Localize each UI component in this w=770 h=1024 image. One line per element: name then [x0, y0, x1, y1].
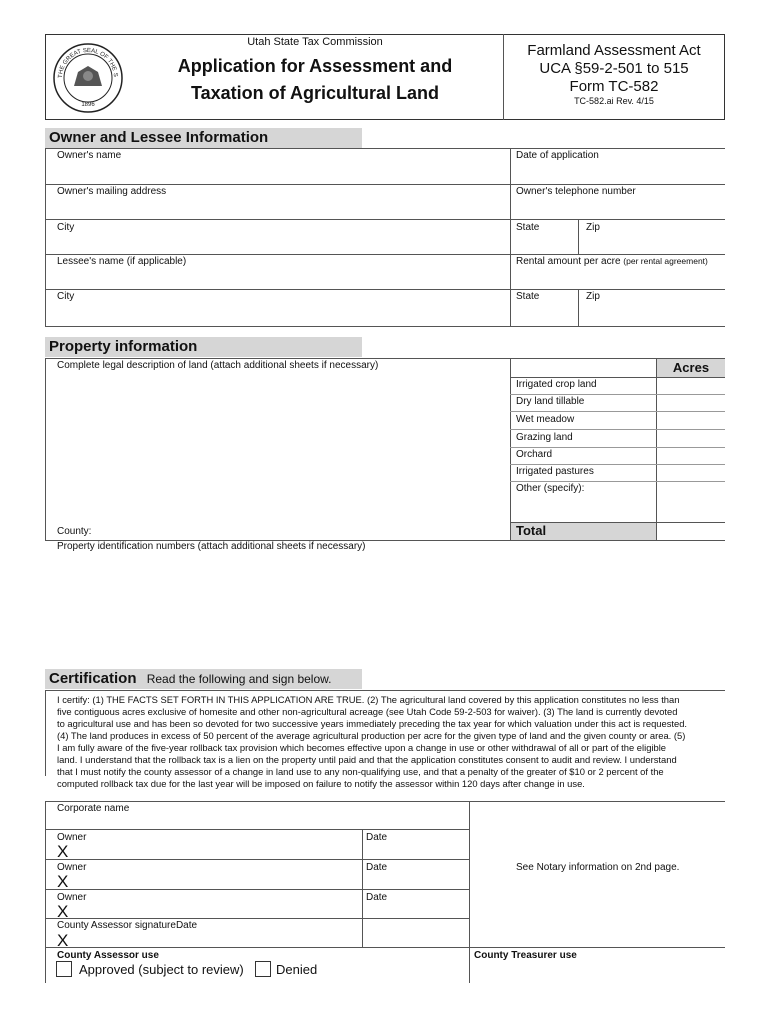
rental-note: (per rental agreement) [623, 256, 708, 266]
total-label: Total [516, 523, 547, 538]
seal-icon [52, 42, 124, 114]
acres-header-label: Acres [672, 360, 710, 375]
act-name: Farmland Assessment Act [527, 42, 701, 59]
land-type-label: Irrigated crop land [516, 379, 597, 390]
form-revision: TC-582.ai Rev. 4/15 [574, 96, 654, 106]
acres-input[interactable] [657, 431, 725, 447]
certification-line: I certify: (1) THE FACTS SET FORTH IN THIS APPLICATION ARE TRUE. (2) The agricultural land covered by this application constitutes no less than [57, 694, 680, 705]
owner-2-signature-x[interactable]: X [57, 872, 69, 891]
lessee-state-field[interactable]: State [516, 291, 540, 302]
rental-amount-label: Rental amount per acre [516, 256, 621, 267]
certification-line: I am fully aware of the five-year rollback tax provision which becomes effective upon a change in use or other withdrawal of all or part of the eligible [57, 742, 666, 753]
certification-title: Certification [49, 670, 137, 687]
seal-year: 1896 [81, 102, 95, 108]
certification-text [57, 694, 721, 790]
acres-input[interactable] [657, 378, 725, 394]
owner-1-date-field[interactable]: Date [366, 832, 388, 843]
property-section-heading: Property information [45, 337, 362, 357]
owner-2-date-field[interactable]: Date [366, 862, 388, 873]
land-type-label: Dry land tillable [516, 396, 585, 407]
corporate-name-field[interactable]: Corporate name [57, 803, 130, 814]
treasurer-use-label: County Treasurer use [474, 950, 577, 961]
lessee-zip-field[interactable]: Zip [586, 291, 600, 302]
act-code: UCA §59-2-501 to 515 [539, 60, 689, 77]
lessee-city-field[interactable]: City [57, 291, 75, 302]
certification-line: (4) The land produces in excess of 50 percent of the average agricultural production per acre for the given type of land and the given county or area. (5) [57, 730, 686, 741]
owner-3-date-field[interactable]: Date [366, 892, 388, 903]
acres-input[interactable] [657, 482, 725, 498]
owner-3-signature-x[interactable]: X [57, 902, 69, 921]
lessee-name-field[interactable]: Lessee's name (if applicable) [57, 256, 187, 267]
land-type-label: Orchard [516, 449, 553, 460]
telephone-field[interactable]: Owner's telephone number [516, 186, 636, 197]
seal-text: THE GREAT SEAL OF THE S [57, 47, 119, 79]
owner-2-label: Owner [57, 862, 87, 873]
state-field[interactable]: State [516, 222, 540, 233]
acres-input[interactable] [657, 413, 725, 429]
land-type-label: Irrigated pastures [516, 466, 594, 477]
acres-input[interactable] [657, 395, 725, 411]
acres-input[interactable] [657, 448, 725, 464]
certification-line: five contiguous acres exclusive of homesite and other non-agricultural acreage (see Utah Code 59-2-503 for waiver). (3) The land is currently devoted [57, 706, 678, 717]
assessor-signature-label: County Assessor signatureDate [57, 920, 198, 931]
certification-line: that I must notify the county assessor of a change in land use to any non-qualifying use, and that a penalty of the greater of $10 or 2 percent of the [57, 766, 664, 777]
mailing-address-field[interactable]: Owner's mailing address [57, 186, 167, 197]
owners-name-field[interactable]: Owner's name [57, 150, 122, 161]
land-type-label: Wet meadow [516, 414, 575, 425]
approved-label: Approved (subject to review) [79, 962, 244, 977]
acres-input[interactable] [657, 465, 725, 481]
agency-name: Utah State Tax Commission [247, 36, 383, 48]
owner-1-label: Owner [57, 832, 87, 843]
form-title-line1: Application for Assessment and [177, 56, 453, 76]
rental-amount-field[interactable] [516, 256, 708, 267]
land-type-label: Other (specify): [516, 483, 585, 494]
state-seal [52, 42, 124, 114]
zip-field[interactable]: Zip [586, 222, 600, 233]
denied-checkbox[interactable] [255, 961, 271, 977]
certification-line: to agricultural use and has been so devoted for two successive years immediately preceding the tax year for which valuation under this act is requested. [57, 718, 688, 729]
notary-note: See Notary information on 2nd page. [516, 862, 680, 873]
form-title-line2: Taxation of Agricultural Land [190, 83, 439, 103]
date-of-application-field[interactable]: Date of application [516, 150, 599, 161]
assessor-use-label: County Assessor use [57, 950, 159, 961]
land-type-label: Grazing land [516, 432, 573, 443]
legal-description-field[interactable]: Complete legal description of land (attach additional sheets if necessary) [57, 360, 379, 371]
owner-section-heading: Owner and Lessee Information [45, 128, 362, 148]
approved-checkbox[interactable] [56, 961, 72, 977]
owner-3-label: Owner [57, 892, 87, 903]
owner-1-signature-x[interactable]: X [57, 842, 69, 861]
certification-line: land. I understand that the rollback tax is a lien on the property until paid and that the application constitutes consent to audit and review. I understand [57, 754, 677, 765]
county-field[interactable]: County: [57, 526, 92, 537]
parcel-numbers-field[interactable]: Property identification numbers (attach additional sheets if necessary) [57, 541, 366, 552]
assessor-signature-x[interactable]: X [57, 931, 69, 950]
city-field[interactable]: City [57, 222, 75, 233]
certification-subtitle: Read the following and sign below. [146, 672, 332, 686]
certification-heading [45, 669, 362, 689]
certification-line: computed rollback tax due for the last year will be imposed on failure to notify the assessor within 120 days after change in use. [57, 778, 585, 789]
form-number: Form TC-582 [569, 78, 659, 95]
denied-label: Denied [276, 962, 318, 977]
